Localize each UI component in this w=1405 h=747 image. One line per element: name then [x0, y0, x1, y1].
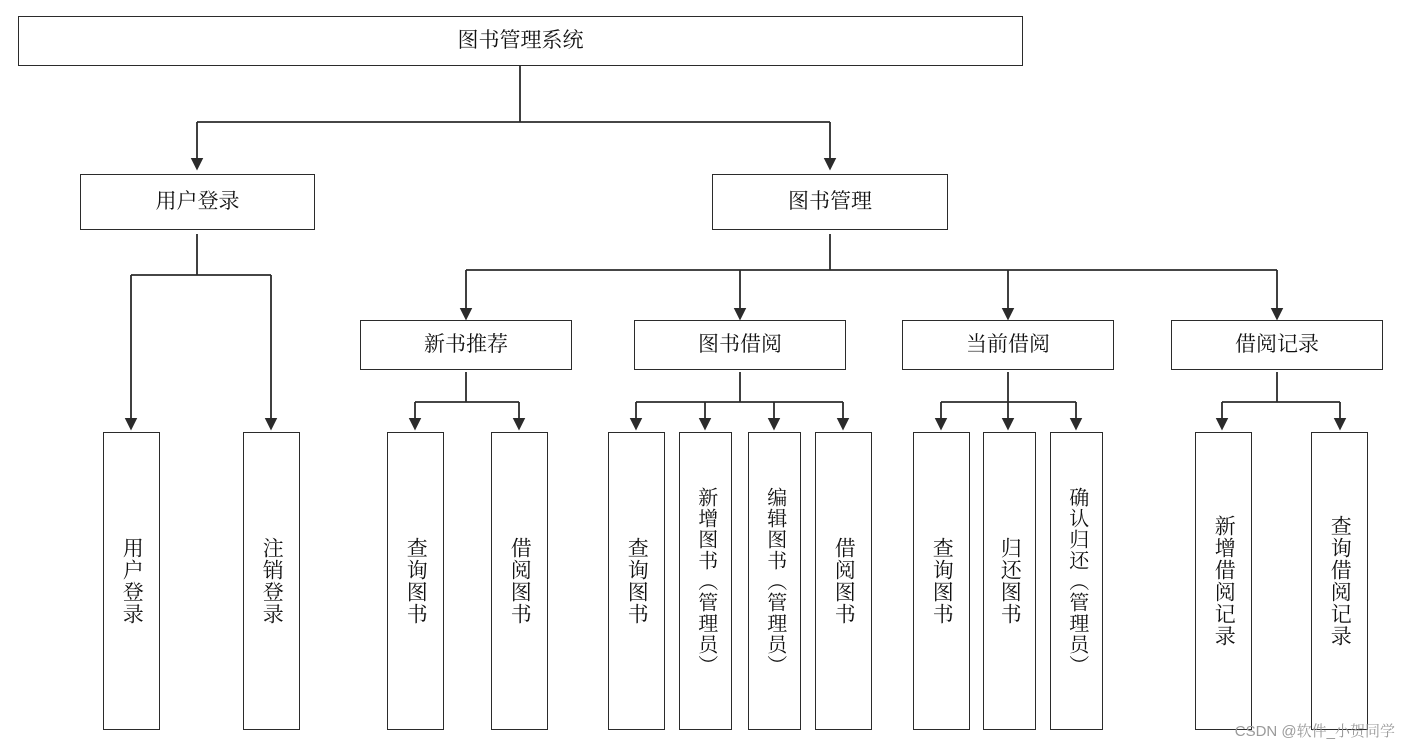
node-book-borrow[interactable] — [634, 320, 846, 370]
leaf-records-query[interactable] — [1311, 432, 1368, 730]
leaf-label: 用户登录 — [120, 537, 144, 625]
node-current-borrow[interactable] — [902, 320, 1114, 370]
leaf-label: 查询图书 — [930, 537, 954, 625]
watermark: CSDN @软件_小贺同学 — [1234, 723, 1395, 740]
leaf-label: 查询借阅记录 — [1328, 515, 1352, 647]
node-book-management-label: 图书管理 — [788, 189, 872, 213]
leaf-current-return[interactable] — [983, 432, 1036, 730]
leaf-label: 新增借阅记录 — [1212, 515, 1236, 647]
node-root[interactable] — [18, 16, 1023, 66]
leaf-borrow-edit-book-admin[interactable] — [748, 432, 801, 730]
leaf-label: 查询图书 — [625, 537, 649, 625]
node-borrow-records-label: 借阅记录 — [1235, 332, 1319, 356]
leaf-current-query[interactable] — [913, 432, 970, 730]
leaf-label: 新增图书（管理员） — [694, 486, 717, 676]
leaf-user-login-login[interactable] — [103, 432, 160, 730]
node-book-management[interactable] — [712, 174, 948, 230]
leaf-label: 注销登录 — [260, 537, 284, 625]
node-root-label: 图书管理系统 — [457, 28, 584, 52]
leaf-label: 查询图书 — [404, 537, 428, 625]
leaf-borrow-add-book-admin[interactable] — [679, 432, 732, 730]
leaf-label: 确认归还（管理员） — [1065, 486, 1088, 676]
leaf-label: 借阅图书 — [832, 537, 856, 625]
leaf-label: 归还图书 — [998, 537, 1022, 625]
node-new-book-recommend[interactable] — [360, 320, 572, 370]
leaf-borrow-borrow-book[interactable] — [815, 432, 872, 730]
leaf-records-add[interactable] — [1195, 432, 1252, 730]
leaf-label: 编辑图书（管理员） — [763, 486, 786, 676]
leaf-new-book-borrow[interactable] — [491, 432, 548, 730]
leaf-borrow-query[interactable] — [608, 432, 665, 730]
leaf-user-login-logout[interactable] — [243, 432, 300, 730]
node-current-borrow-label: 当前借阅 — [966, 332, 1050, 356]
node-borrow-records[interactable] — [1171, 320, 1383, 370]
leaf-label: 借阅图书 — [508, 537, 532, 625]
node-user-login-label: 用户登录 — [155, 189, 240, 213]
leaf-current-confirm-return-admin[interactable] — [1050, 432, 1103, 730]
node-new-book-recommend-label: 新书推荐 — [424, 332, 508, 356]
node-user-login[interactable] — [80, 174, 315, 230]
node-book-borrow-label: 图书借阅 — [698, 332, 782, 356]
leaf-new-book-query[interactable] — [387, 432, 444, 730]
